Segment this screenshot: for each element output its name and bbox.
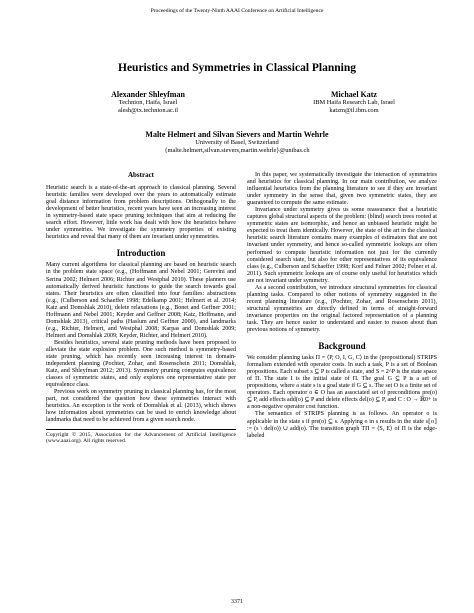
- intro-paragraph: Previous work on symmetry pruning in classical planning has, for the most part, not considered the question how these symmetries interact with heuristics. An exception is the work of Domshlak et al. (2013), which shows how information about symmetries can be used to enrich knowledge about landmarks that need to be achieved from a given search node.: [46, 389, 236, 424]
- author-affiliation: IBM Haifa Research Lab, Israel: [313, 99, 395, 106]
- left-column: [46, 172, 236, 445]
- author-name: Michael Katz: [331, 90, 377, 99]
- author-block-katz: [269, 90, 439, 114]
- introduction-heading: Introduction: [116, 248, 166, 259]
- copyright-note: Copyright © 2015, Association for the Advancement of Artificial Intelligence (www.aaai.org). All rights reserved.: [46, 429, 236, 445]
- background-paragraph: The semantics of STRIPS planning is as follows. An operator o is applicable in the state s if pre(o) ⊆ s. Applying o in s results in the state s⟦o⟧ := (s \ del(o)) ∪ add(o). The transition graph TΠ = ⟨S, E⟩ of Π is the edge-labeled: [247, 411, 437, 439]
- page-number: 3371: [231, 599, 243, 605]
- background-paragraph: We consider planning tasks Π = ⟨P, O, I, G, C⟩ in the (propositional) STRIPS formalism extended with operator costs. In such a task, P is a set of Boolean propositions. Each subset s ⊆ P is called a state, and S = 2^P is the state space of Π. The state I is the initial state of Π. The goal G ⊆ P is a set of propositions, where a state s is a goal state if G ⊆ s. The set O is a finite set of operators. Each operator o ∈ O has an associated set of preconditions pre(o) ⊆ P, add effects add(o) ⊆ P and delete effects del(o) ⊆ P, and C : O → ℝ0+ is a non-negative operator cost function.: [247, 355, 437, 411]
- author-email: katzm@il.ibm.com: [329, 106, 379, 114]
- author-email: {malte.helmert,silvan.sievers,martin.wehrle}@unibas.ch: [164, 146, 310, 154]
- intro-paragraph: As a second contribution, we introduce structural symmetries for classical planning tasks. Compared to other notions of symmetry suggested in the recent planning literature (e.g., (Pochter, Zohar, and Rosenschein 2011), structural symmetries are directly defined in terms of straight-forward invariance properties on the original factored representation of a planning task. They are hence easier to understand and easier to reason about than previous notions of symmetry.: [247, 284, 437, 334]
- paper-title: Heuristics and Symmetries in Classical Planning: [118, 62, 356, 74]
- author-email: alesh@tx.technion.ac.il: [117, 106, 178, 114]
- proceedings-header: Proceedings of the Twenty-Ninth AAAI Conference on Artificial Intelligence: [150, 8, 324, 14]
- abstract-heading: Abstract: [127, 171, 155, 179]
- abstract-text: Heuristic search is a state-of-the-art approach to classical planning. Several heuristic families were developed over the years to automatically estimate goal distance information from problem descriptions. Orthogonally to the development of better heuristics, recent years have seen an increasing interest in symmetry-based state space pruning techniques that aim at reducing the search effort. However, little work has dealt with how the heuristics behave under symmetries. We investigate the symmetry properties of existing heuristics and reveal that many of them are invariant under symmetries.: [46, 185, 236, 241]
- background-heading: Background: [318, 341, 366, 352]
- intro-paragraph: In this paper, we systematically investigate the interaction of symmetries and heuristics for classical planning. In our main contribution, we analyze influential heuristics from the planning literature to see if they are invariant under symmetry in the sense that, given two symmetric states, they are guaranteed to compute the same estimate.: [247, 172, 437, 207]
- intro-paragraph: Many current algorithms for classical planning are based on heuristic search in the problem state space (e.g., (Hoffmann and Nebel 2001; Gerevini and Serina 2002; Helmert 2006; Richter and Westphal 2010). These planners use automatically derived heuristic functions to guide the search towards goal states. Their heuristics are often classified into four families: abstractions (e.g., (Culberson and Schaeffer 1998; Edelkamp 2001; Helmert et al. 2014; Katz and Domshlak 2010), delete relaxations (e.g., Bonet and Geffner 2001; Hoffmann and Nebel 2001; Keyder and Geffner 2008; Katz, Hoffmann, and Domshlak 2013), critical paths (Haslum and Geffner 2000), and landmarks (e.g., Richter, Helmert, and Westphal 2008; Karpas and Domshlak 2009; Helmert and Domshlak 2009; Keyder, Richter, and Helmert 2010).: [46, 262, 236, 339]
- author-block-basel: [0, 130, 474, 154]
- right-column: [247, 172, 437, 440]
- author-affiliation: University of Basel, Switzerland: [195, 139, 279, 146]
- author-block-shleyfman: [63, 90, 233, 114]
- intro-paragraph: Invariance under symmetry gives us some reassurance that a heuristic captures global structural aspects of the problem: (blind) search trees rooted at symmetric states are isomorphic, and hence an unbiased heuristic might be expected to treat them identically. However, the state of the art in the classical heuristic search literature contains many examples of estimators that are not invariant under symmetry, and hence so-called symmetric lookups are often performed to compute heuristic information not just for the currently considered search state, but also for other representatives of its equivalence class (e.g., Culberson and Schaeffer 1998; Korf and Felner 2002; Felner et al. 2011). Such symmetric lookups are of course only useful for heuristics which are not invariant under symmetry.: [247, 207, 437, 284]
- author-affiliation: Technion, Haifa, Israel: [118, 99, 178, 106]
- intro-paragraph: Besides heuristics, several state pruning methods have been proposed to alleviate the state explosion problem. One such method is symmetry-based state pruning, which has recently seen increasing interest in domain-independent planning (Pochter, Zohar, and Rosenschein 2011; Domshlak, Katz, and Shleyfman 2012; 2013). Symmetry pruning computes equivalence classes of symmetric states, and only explores one representative state per equivalence class.: [46, 339, 236, 389]
- author-names: Malte Helmert and Silvan Sievers and Martin Wehrle: [145, 130, 329, 139]
- author-name: Alexander Shleyfman: [111, 90, 185, 99]
